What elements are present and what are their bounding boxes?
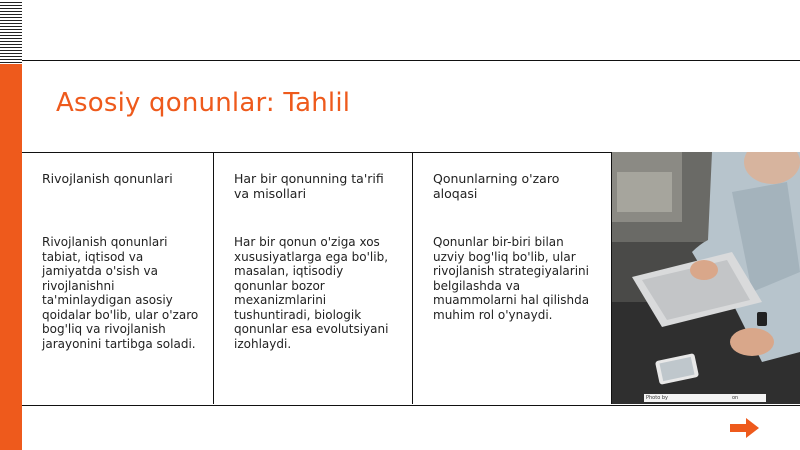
photo-credit-label: Photo by: [646, 395, 668, 401]
column-body: Rivojlanish qonunlari tabiat, iqtisod va jamiyatda o'sish va rivojlanishni ta'minlaydigan asosiy qoidalar bo'lib, ular o'zaro bog'liq va rivojlanish jarayonini tartibga soladi.: [42, 235, 199, 351]
column-definitions-examples: [213, 152, 412, 404]
column-title: Qonunlarning o'zaro aloqasi: [433, 171, 560, 201]
accent-sidebar: [0, 0, 22, 450]
column-body: Qonunlar bir-biri bilan uzviy bog'liq bo'lib, ular rivojlanish strategiyalarini belgilashda va muammolarni hal qilishda muhim rol o'ynaydi.: [433, 235, 590, 322]
laptop-photo: [612, 152, 800, 404]
column-title: Rivojlanish qonunlari: [42, 171, 173, 186]
column-body: Har bir qonun o'ziga xos xususiyatlarga ega bo'lib, masalan, iqtisodiy qonunlar bozor mexanizmlarini tushuntiradi, biologik qonunlar esa evolutsiyani izohlaydi.: [234, 235, 389, 351]
column-title: Har bir qonunning ta'rifi va misollari: [234, 171, 384, 201]
column-development-laws: [22, 152, 213, 404]
photo-illustration: [612, 152, 800, 404]
photo-credit-on: on: [732, 395, 739, 401]
photo-credit: [644, 394, 766, 402]
barcode-decoration: [0, 0, 22, 64]
arrow-right-icon: [730, 417, 760, 439]
column-interrelation: [412, 152, 612, 404]
next-slide-button[interactable]: [730, 417, 760, 439]
header-divider: [22, 60, 800, 61]
slide-title: Asosiy qonunlar: Tahlil: [56, 88, 351, 118]
